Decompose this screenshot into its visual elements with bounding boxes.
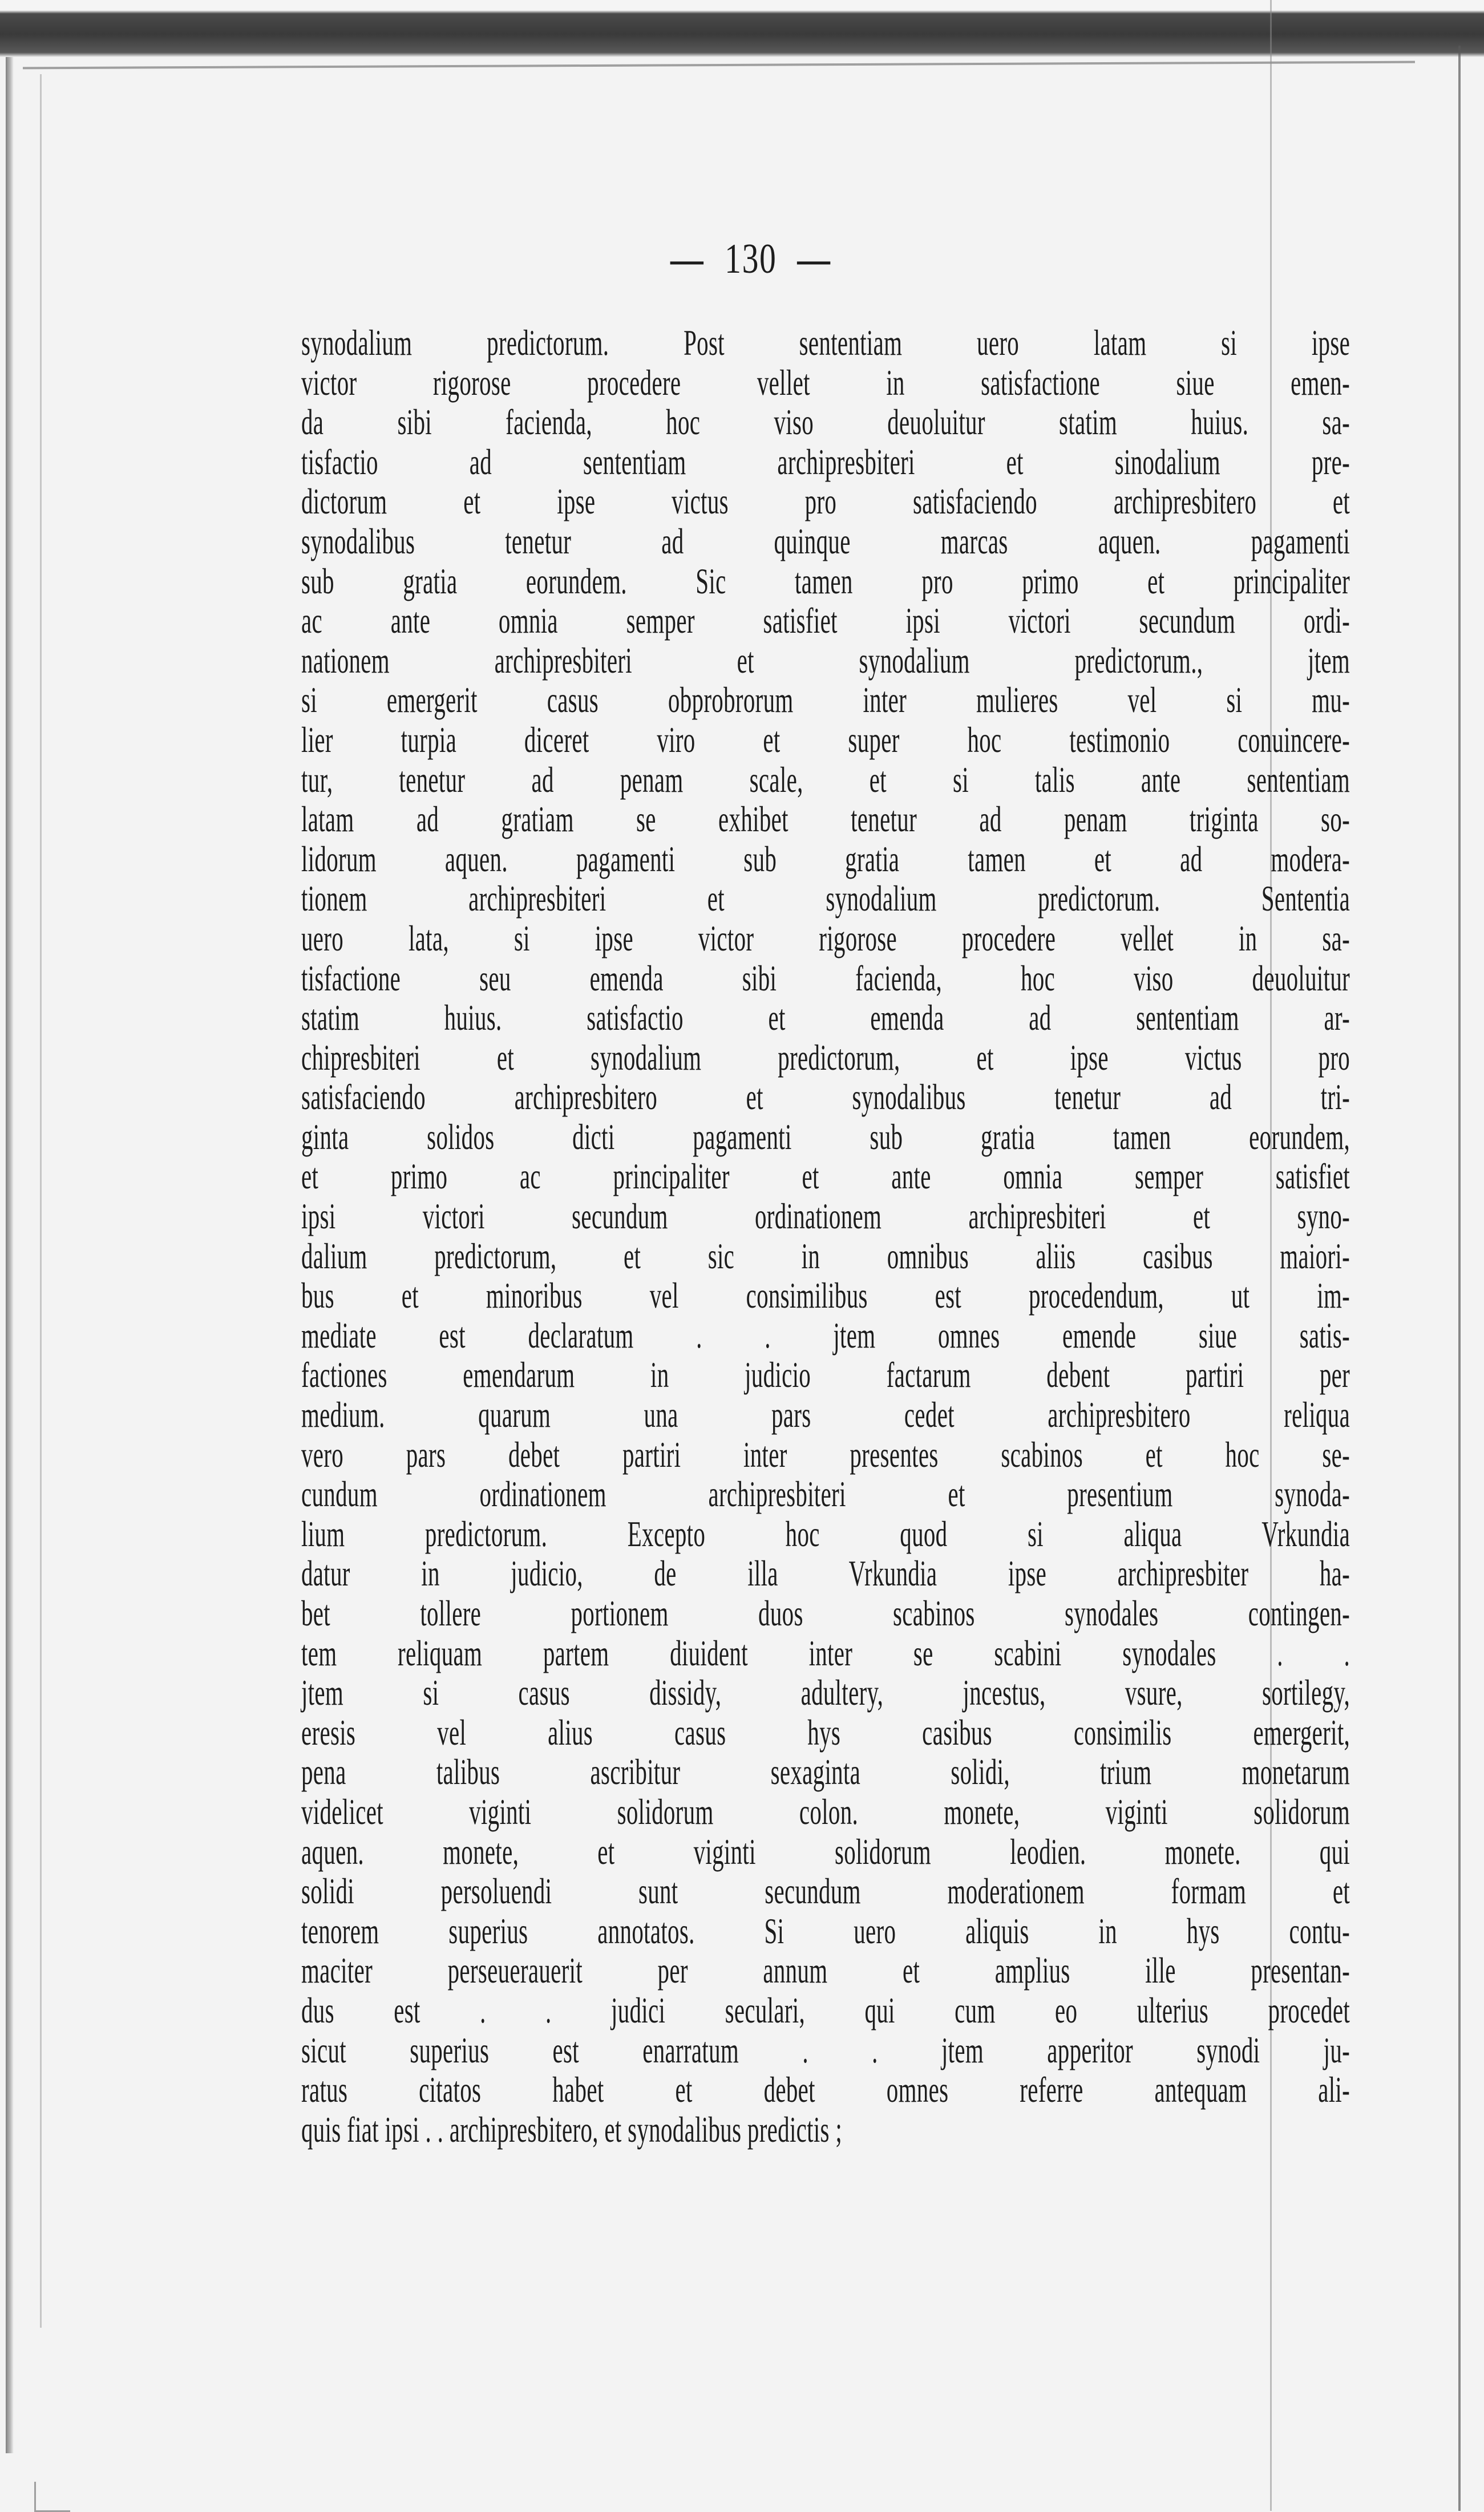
text-line: synodalibus tenetur ad quinque marcas aquen. pagamenti — [301, 520, 1350, 561]
text-line: lier turpia diceret viro et super hoc testimonio conuincere- — [301, 719, 1350, 760]
text-line: solidi persoluendi sunt secundum moderationem formam et — [301, 1871, 1350, 1912]
body-text — [301, 323, 1350, 2149]
text-line: dalium predictorum, et sic in omnibus aliis casibus maiori- — [301, 1235, 1350, 1276]
text-line: mediate est declaratum . . jtem omnes emende siue satis- — [301, 1314, 1350, 1356]
text-line: dictorum et ipse victus pro satisfaciendo archipresbitero et — [301, 481, 1350, 522]
text-line: pena talibus ascribitur sexaginta solidi, trium monetarum — [301, 1751, 1350, 1793]
page-number-dash-left: — — [670, 236, 705, 282]
text-line: jtem si casus dissidy, adultery, jncestus, vsure, sortilegy, — [301, 1672, 1350, 1713]
text-line: latam ad gratiam se exhibet tenetur ad penam triginta so- — [301, 799, 1350, 840]
text-line: chipresbiteri et synodalium predictorum, et ipse victus pro — [301, 1037, 1350, 1078]
text-line: videlicet viginti solidorum colon. monete, viginti solidorum — [301, 1791, 1350, 1832]
text-line: medium. quarum una pars cedet archipresbitero reliqua — [301, 1394, 1350, 1435]
text-line: synodalium predictorum. Post sententiam uero latam si ipse — [301, 322, 1350, 363]
text-line: factiones emendarum in judicio factarum debent partiri per — [301, 1354, 1350, 1395]
text-line: quis fiat ipsi . . archipresbitero, et synodalibus predictis ; — [301, 2109, 843, 2150]
text-line: ac ante omnia semper satisfiet ipsi victori secundum ordi- — [301, 600, 1350, 641]
text-line: si emergerit casus obprobrorum inter mulieres vel si mu- — [301, 679, 1350, 721]
text-line: lium predictorum. Excepto hoc quod si aliqua Vrkundia — [301, 1513, 1350, 1554]
text-line: dus est . . judici seculari, qui cum eo ulterius procedet — [301, 1989, 1350, 2030]
scan-top-shadow-band — [0, 0, 1484, 57]
text-line: tenorem superius annotatos. Si uero aliquis in hys contu- — [301, 1910, 1350, 1951]
text-line: lidorum aquen. pagamenti sub gratia tamen et ad modera- — [301, 838, 1350, 879]
text-line: aquen. monete, et viginti solidorum leodien. monete. qui — [301, 1831, 1350, 1872]
text-line: bet tollere portionem duos scabinos synodales contingen- — [301, 1593, 1350, 1633]
scan-left-page-edge — [40, 74, 42, 2328]
text-line: datur in judicio, de illa Vrkundia ipse archipresbiter ha- — [301, 1553, 1350, 1594]
text-line: satisfaciendo archipresbitero et synodalibus tenetur ad tri- — [301, 1077, 1350, 1118]
text-line: et primo ac principaliter et ante omnia semper satisfiet — [301, 1156, 1350, 1197]
text-line: vero pars debet partiri inter presentes scabinos et hoc se- — [301, 1434, 1350, 1475]
text-line: da sibi facienda, hoc viso deuoluitur statim huius. sa- — [301, 402, 1350, 443]
text-line: sicut superius est enarratum . . jtem apperitor synodi ju- — [301, 2029, 1350, 2070]
text-line: statim huius. satisfactio et emenda ad sententiam ar- — [301, 997, 1350, 1038]
text-line: tionem archipresbiteri et synodalium predictorum. Sententia — [301, 878, 1350, 919]
text-line: cundum ordinationem archipresbiteri et presentium synoda- — [301, 1474, 1350, 1515]
text-line: eresis vel alius casus hys casibus consimilis emergerit, — [301, 1712, 1350, 1753]
text-line: tisfactio ad sententiam archipresbiteri et sinodalium pre- — [301, 441, 1350, 482]
text-line: bus et minoribus vel consimilibus est procedendum, ut im- — [301, 1275, 1350, 1316]
text-line: sub gratia eorundem. Sic tamen pro primo et principaliter — [301, 560, 1350, 601]
scan-right-edge — [1458, 46, 1461, 2511]
scan-page-top-edge — [23, 61, 1415, 70]
text-line: tur, tenetur ad penam scale, et si talis ante sententiam — [301, 759, 1350, 800]
text-line: tisfactione seu emenda sibi facienda, hoc viso deuoluitur — [301, 957, 1350, 998]
text-line: ipsi victori secundum ordinationem archipresbiteri et syno- — [301, 1196, 1350, 1237]
scan-corner-mark — [34, 2482, 70, 2512]
text-line: maciter perseuerauerit per annum et amplius ille presentan- — [301, 1950, 1350, 1991]
text-line: uero lata, si ipse victor rigorose procedere vellet in sa- — [301, 917, 1350, 958]
text-line: ratus citatos habet et debet omnes referre antequam ali- — [301, 2069, 1350, 2110]
text-line: ginta solidos dicti pagamenti sub gratia tamen eorundem, — [301, 1116, 1350, 1157]
text-line: nationem archipresbiteri et synodalium predictorum., jtem — [301, 640, 1350, 681]
page-number-dash-right: — — [797, 236, 831, 282]
text-line: victor rigorose procedere vellet in satisfactione siue emen- — [301, 362, 1350, 403]
text-line: tem reliquam partem diuident inter se scabini synodales . . — [301, 1632, 1350, 1673]
scan-left-edge-shadow — [6, 57, 14, 2453]
page-number-value: 130 — [725, 236, 777, 282]
page-number — [172, 235, 1329, 284]
